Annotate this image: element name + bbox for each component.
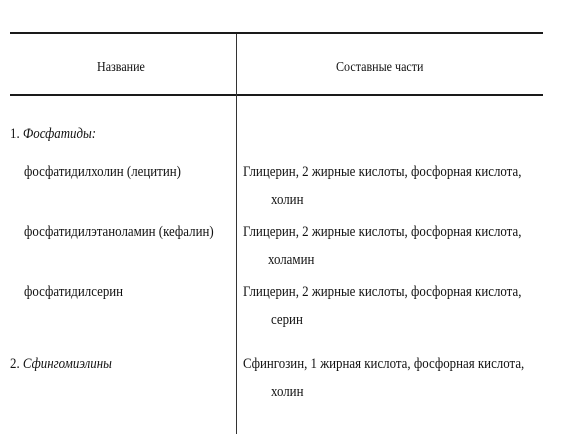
- row-parts-line1: Глицерин, 2 жирные кислоты, фосфорная кислота,: [243, 164, 522, 180]
- row-parts-line2: серин: [271, 312, 303, 328]
- table-top-rule: [10, 32, 543, 34]
- group-label: [10, 125, 96, 143]
- header-name: Название: [97, 60, 145, 75]
- group-label-number: 1.: [10, 126, 23, 142]
- group-label-text: Фосфатиды:: [22, 126, 97, 142]
- group-label-text: Сфингомиэлины: [22, 356, 112, 372]
- row-parts-line1: Глицерин, 2 жирные кислоты, фосфорная кислота,: [243, 284, 522, 300]
- column-divider: [236, 34, 237, 434]
- group-label: [10, 355, 112, 373]
- row-parts-line2: холин: [271, 384, 304, 400]
- row-parts-line1: Сфингозин, 1 жирная кислота, фосфорная кислота,: [243, 356, 525, 372]
- row-name: фосфатидилсерин: [24, 284, 124, 300]
- row-name: фосфатидилэтаноламин (кефалин): [24, 224, 214, 240]
- header-bottom-rule: [10, 94, 543, 96]
- row-name: фосфатидилхолин (лецитин): [24, 164, 181, 180]
- row-parts-line2: холамин: [268, 252, 315, 268]
- group-label-number: 2.: [10, 356, 23, 372]
- row-parts-line2: холин: [271, 192, 304, 208]
- row-parts-line1: Глицерин, 2 жирные кислоты, фосфорная кислота,: [243, 224, 522, 240]
- header-parts: Составные части: [336, 60, 424, 75]
